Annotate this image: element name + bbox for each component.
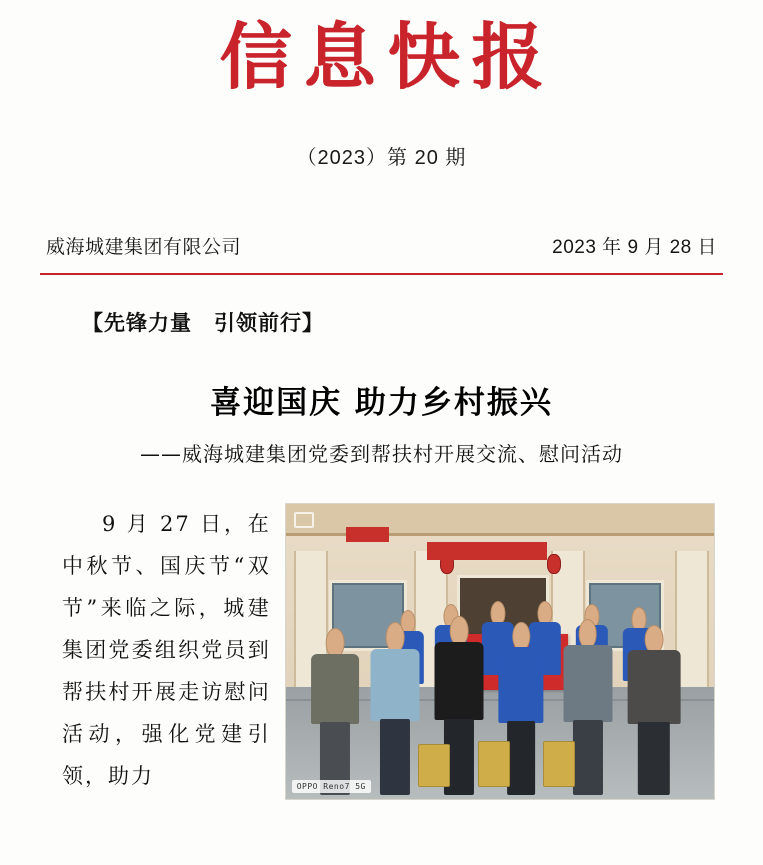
article-photo — [285, 503, 715, 800]
photo-person — [367, 622, 423, 793]
header-divider — [40, 273, 723, 275]
photo-person-legs — [507, 721, 535, 795]
photo-person-body — [435, 642, 484, 720]
photo-person-body — [311, 654, 359, 723]
photo-person — [624, 625, 684, 793]
photo-person-body — [370, 649, 419, 721]
photo-gift-bag — [543, 741, 575, 787]
photo-person-legs — [380, 719, 410, 794]
photo-gift-bag — [418, 744, 450, 787]
paragraph-text: 9 月 27 日，在中秋节、国庆节“双节”来临之际，城建集团党委组织党员到帮扶村开展走访慰问活动，强化党建引领，助力 — [62, 511, 271, 788]
photo-person-body — [499, 647, 544, 722]
meta-row — [46, 232, 717, 259]
article-paragraph — [62, 503, 271, 800]
photo-corner-mark — [294, 512, 314, 528]
photo-person-legs — [638, 722, 670, 794]
photo-device-badge: OPPO Reno7 5G — [292, 780, 371, 793]
article-headline: 喜迎国庆 助力乡村振兴 — [210, 384, 553, 421]
photo-person-body — [628, 650, 681, 724]
photo-person — [307, 628, 363, 793]
masthead-title: 信息快报 — [219, 14, 556, 99]
section-kicker: 【先锋力量 引领前行】 — [82, 310, 324, 335]
issue-number: （2023）第 20 期 — [296, 146, 467, 169]
photo-sign — [346, 527, 389, 542]
article-body-area — [62, 503, 715, 800]
masthead — [0, 0, 763, 99]
publisher-name: 威海城建集团有限公司 — [46, 236, 242, 258]
photo-gift-bag — [478, 741, 510, 787]
article-subheadline: ——威海城建集团党委到帮扶村开展交流、慰问活动 — [140, 441, 623, 466]
photo-lantern — [547, 554, 561, 574]
photo-door-banner — [427, 542, 547, 560]
photo-person-legs — [573, 720, 603, 795]
photo-person-body — [563, 645, 612, 722]
publish-date: 2023 年 9 月 28 日 — [552, 236, 717, 258]
